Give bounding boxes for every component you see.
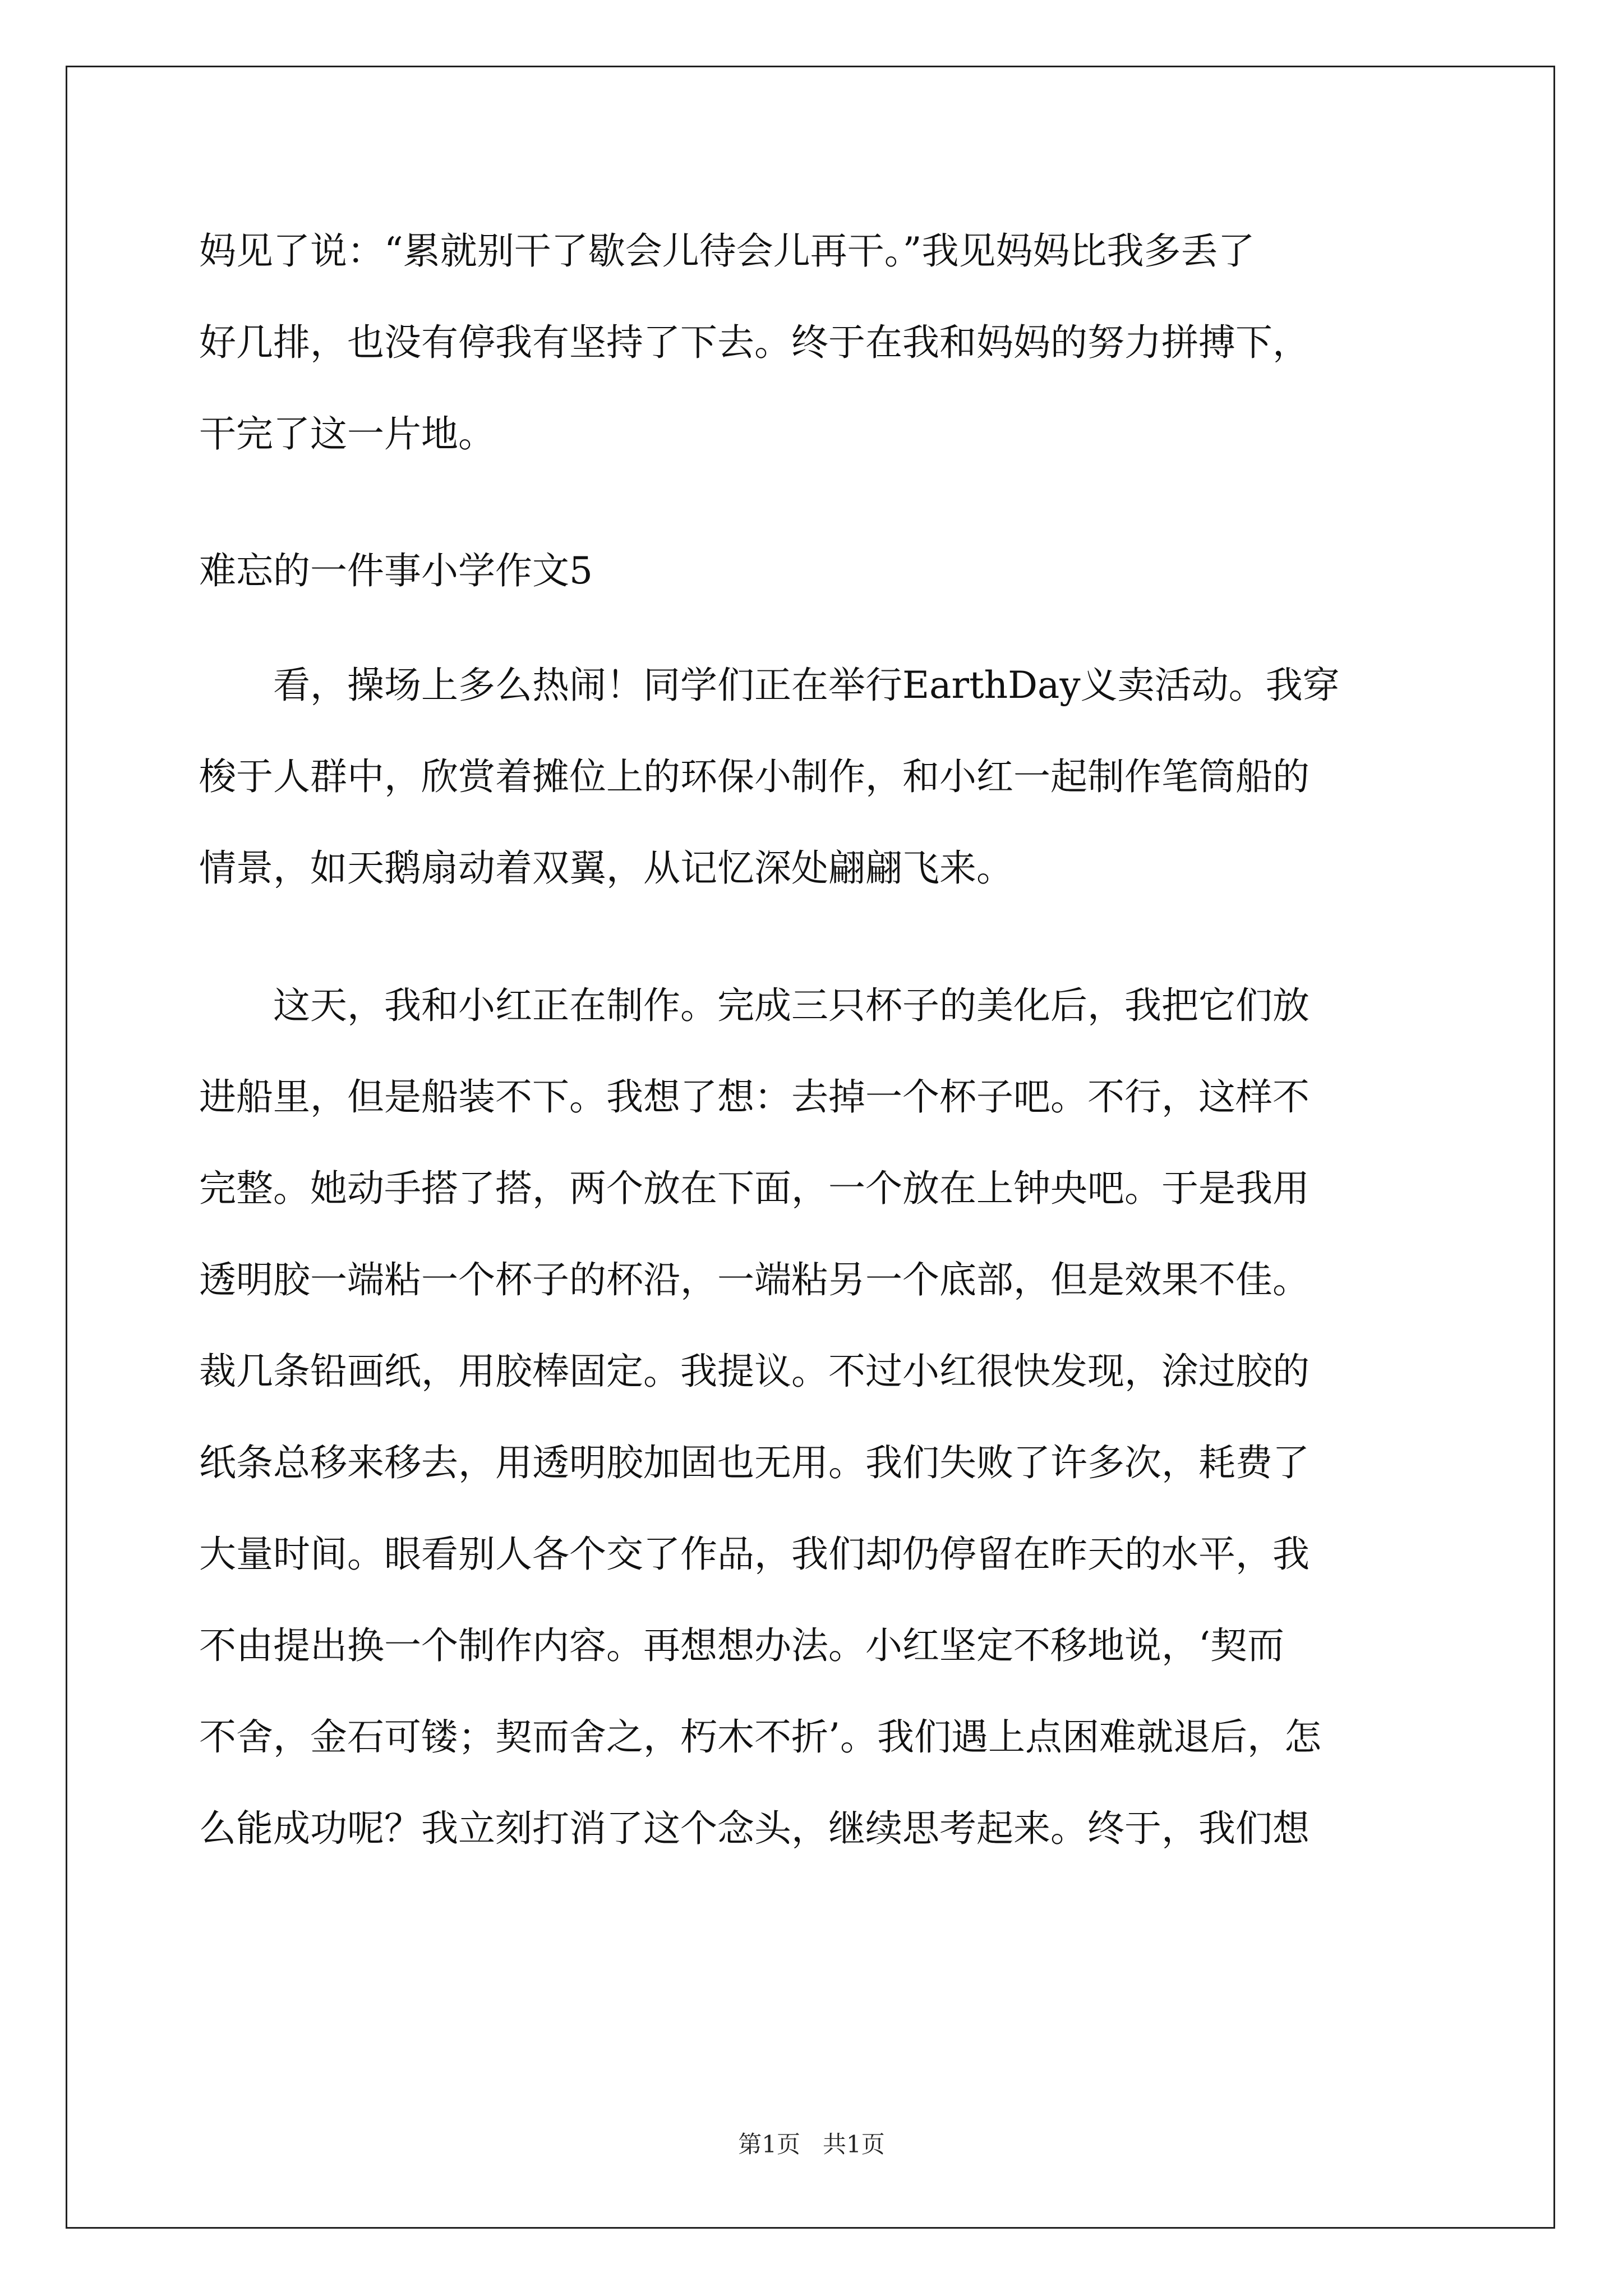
page-number-current: 第1页 xyxy=(738,2131,800,2158)
body-line-1: 妈见了说：“累就别干了歇会儿待会儿再干。”我见妈妈比我多丢了 xyxy=(199,229,1255,273)
body-line-13: 纸条总移来移去，用透明胶加固也无用。我们失败了许多次，耗费了 xyxy=(199,1441,1310,1484)
body-line-8: 这天，我和小红正在制作。完成三只杯子的美化后，我把它们放 xyxy=(199,984,1310,1027)
body-line-10: 完整。她动手搭了搭，两个放在下面，一个放在上钟央吧。于是我用 xyxy=(199,1167,1310,1210)
page-border xyxy=(66,66,1555,2229)
body-line-6: 梭于人群中，欣赏着摊位上的环保小制作，和小红一起制作笔筒船的 xyxy=(199,755,1310,798)
page-footer xyxy=(0,2129,1623,2160)
body-line-5: 看，操场上多么热闹！同学们正在举行EarthDay义卖活动。我穿 xyxy=(199,664,1340,707)
body-line-7: 情景，如天鹅扇动着双翼，从记忆深处翩翩飞来。 xyxy=(199,846,1013,890)
page-number-total: 共1页 xyxy=(823,2131,885,2158)
body-line-17: 么能成功呢？我立刻打消了这个念头，继续思考起来。终于，我们想 xyxy=(199,1807,1310,1850)
body-line-9: 进船里，但是船装不下。我想了想：去掉一个杯子吧。不行，这样不 xyxy=(199,1075,1310,1119)
body-line-14: 大量时间。眼看别人各个交了作品，我们却仍停留在昨天的水平，我 xyxy=(199,1533,1310,1576)
body-line-15: 不由提出换一个制作内容。再想想办法。小红坚定不移地说，‘契而 xyxy=(199,1624,1284,1667)
body-line-11: 透明胶一端粘一个杯子的杯沿，一端粘另一个底部，但是效果不佳。 xyxy=(199,1258,1310,1301)
body-line-2: 好几排，也没有停我有坚持了下去。终于在我和妈妈的努力拼搏下， xyxy=(199,321,1310,364)
body-line-12: 裁几条铅画纸，用胶棒固定。我提议。不过小红很快发现，涂过胶的 xyxy=(199,1350,1310,1393)
body-line-3: 干完了这一片地。 xyxy=(199,412,495,455)
body-line-16: 不舍，金石可镂；契而舍之，朽木不折’。我们遇上点困难就退后，怎 xyxy=(199,1715,1321,1759)
section-heading: 难忘的一件事小学作文5 xyxy=(199,549,593,592)
